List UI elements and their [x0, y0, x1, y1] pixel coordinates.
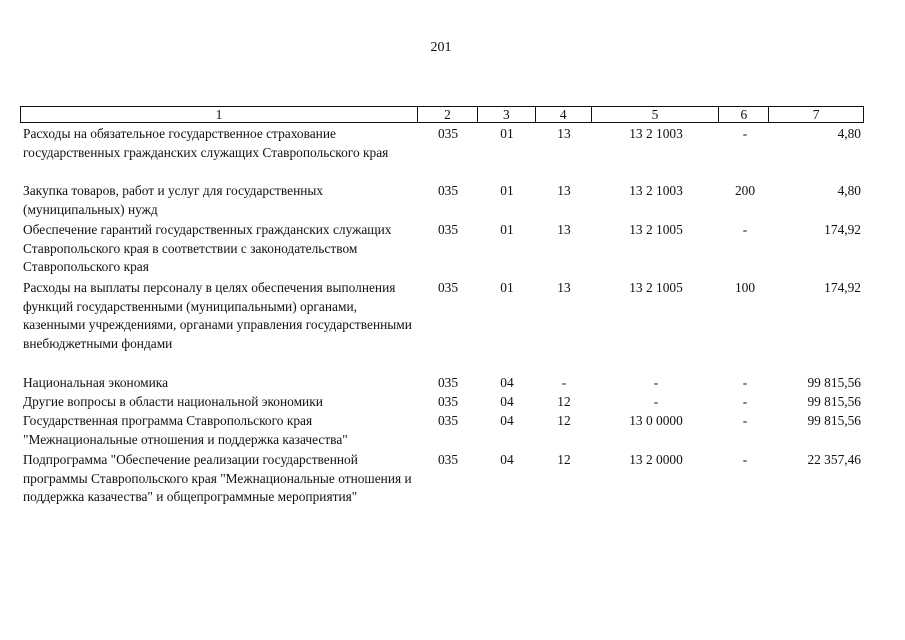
table-row [20, 221, 864, 277]
row-col-7: 99 815,56 [807, 413, 861, 428]
row-col-6: - [742, 452, 748, 467]
row-col-5: 13 2 1003 [629, 126, 683, 141]
header-col-7: 7 [812, 107, 820, 122]
row-col-7: 4,80 [837, 183, 861, 198]
row-col-7: 99 815,56 [807, 375, 861, 390]
row-name: Другие вопросы в области национальной экономики [23, 394, 323, 409]
row-col-3: 04 [500, 375, 514, 390]
row-col-2: 035 [437, 222, 459, 237]
row-name: Закупка товаров, работ и услуг для государственных (муниципальных) нужд [23, 183, 324, 217]
row-col-3: 01 [500, 126, 514, 141]
row-col-5: 13 2 1003 [629, 183, 683, 198]
row-col-7: 174,92 [824, 222, 861, 237]
row-col-6: - [742, 413, 748, 428]
row-col-5: - [653, 375, 659, 390]
row-col-4: 13 [557, 126, 571, 141]
row-col-3: 01 [500, 183, 514, 198]
header-col-5: 5 [592, 107, 720, 122]
row-col-2: 035 [437, 280, 459, 295]
row-col-2: 035 [437, 126, 459, 141]
row-col-6: 200 [734, 183, 756, 198]
row-col-4: - [561, 375, 567, 390]
row-name: Государственная программа Ставропольского края "Межнациональные отношения и поддержка казачества" [23, 413, 348, 447]
header-col-4: 4 [536, 107, 592, 122]
table-row [20, 279, 864, 353]
header-col-6: 6 [719, 107, 769, 122]
row-col-7: 99 815,56 [807, 394, 861, 409]
row-col-2: 035 [437, 183, 459, 198]
table-row [20, 182, 864, 219]
table-row [20, 125, 864, 162]
header-col-3: 3 [478, 107, 536, 122]
row-col-3: 01 [500, 222, 514, 237]
row-col-4: 13 [557, 280, 571, 295]
row-col-2: 035 [437, 413, 459, 428]
row-col-3: 04 [500, 452, 514, 467]
table-header [20, 106, 864, 123]
row-name: Расходы на выплаты персоналу в целях обеспечения выполнения функций государственными (муниципальными) органами, казенными учреждениями, органами управления государственными внебюджетными фондами [23, 280, 412, 351]
row-col-7: 174,92 [824, 280, 861, 295]
header-col-2: 2 [418, 107, 478, 122]
row-col-3: 04 [500, 413, 514, 428]
row-col-3: 01 [500, 280, 514, 295]
table-row [20, 374, 864, 393]
page-number: 201 [430, 40, 452, 55]
row-col-4: 12 [557, 452, 571, 467]
row-col-3: 04 [500, 394, 514, 409]
row-col-5: - [653, 394, 659, 409]
row-col-4: 12 [557, 413, 571, 428]
row-col-6: - [742, 375, 748, 390]
row-col-6: 100 [734, 280, 756, 295]
row-col-2: 035 [437, 394, 459, 409]
row-col-6: - [742, 394, 748, 409]
header-col-1: 1 [21, 107, 418, 122]
row-col-7: 22 357,46 [807, 452, 861, 467]
row-name: Расходы на обязательное государственное страхование государственных гражданских служащих Ставропольского края [23, 126, 389, 160]
row-name: Подпрограмма "Обеспечение реализации государственной программы Ставропольского края "Межнациональные отношения и поддержка казачества" и общепрограммные мероприятия" [23, 452, 412, 504]
row-col-4: 12 [557, 394, 571, 409]
table-row [20, 412, 864, 449]
row-col-5: 13 2 1005 [629, 222, 683, 237]
row-col-6: - [742, 222, 748, 237]
table-row [20, 393, 864, 412]
row-col-2: 035 [437, 452, 459, 467]
row-col-5: 13 2 1005 [629, 280, 683, 295]
row-col-4: 13 [557, 222, 571, 237]
row-name: Национальная экономика [23, 375, 169, 390]
table-row [20, 451, 864, 507]
row-col-6: - [742, 126, 748, 141]
row-col-7: 4,80 [837, 126, 861, 141]
row-col-2: 035 [437, 375, 459, 390]
row-col-5: 13 0 0000 [629, 413, 683, 428]
row-col-5: 13 2 0000 [629, 452, 683, 467]
row-col-4: 13 [557, 183, 571, 198]
row-name: Обеспечение гарантий государственных гражданских служащих Ставропольского края в соответствии с законодательством Ставропольского края [23, 222, 392, 274]
